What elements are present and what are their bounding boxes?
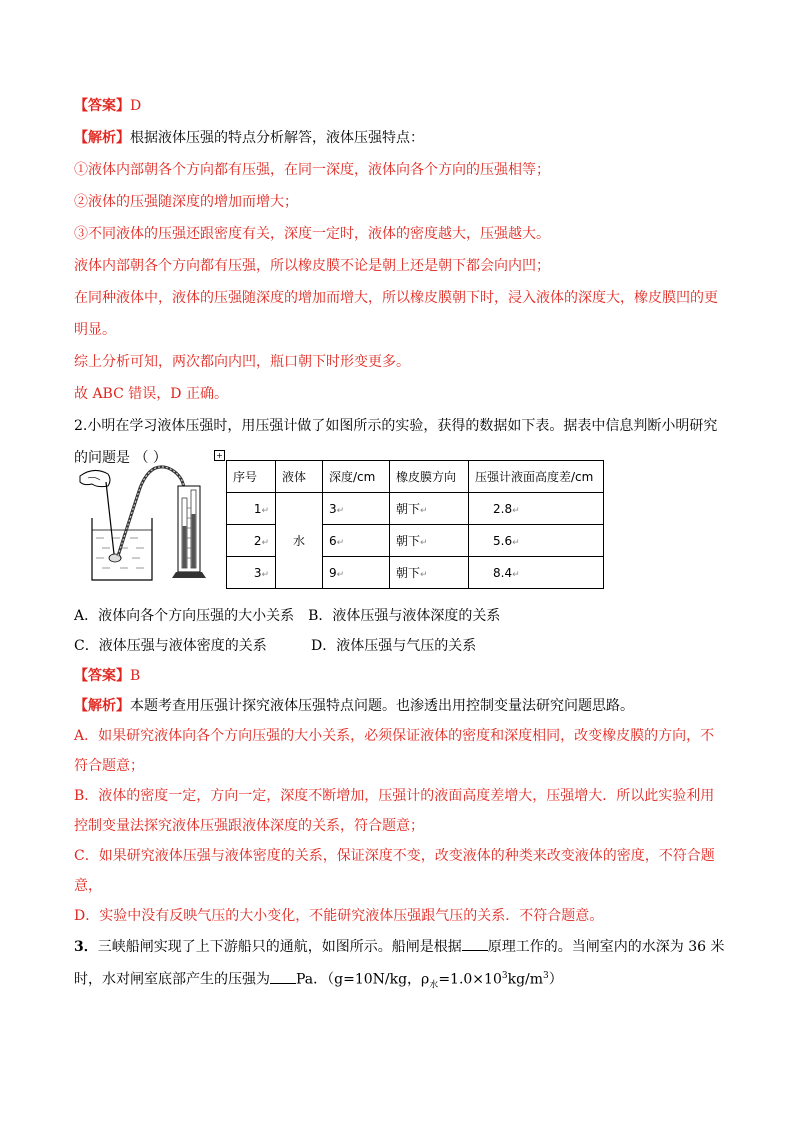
cell-no: 2↵ bbox=[227, 525, 276, 557]
q1-summary: 综上分析可知，两次都向内凹，瓶口朝下时形变更多。 bbox=[74, 354, 410, 370]
q3-stem-b4: kg/m bbox=[507, 971, 544, 988]
cell-depth: 6↵ bbox=[323, 525, 390, 557]
q3-stem-a bbox=[74, 936, 724, 957]
header-no: 序号 bbox=[227, 461, 276, 493]
q2-expl-c1: C．如果研究液体压强与液体密度的关系，保证深度不变，改变液体的种类来改变液体的密度，不符合题 bbox=[74, 848, 715, 864]
cell-no: 3↵ bbox=[227, 557, 276, 589]
analysis-intro-text: 本题考查用压强计探究液体压强特点问题。也渗透出用控制变量法研究问题思路。 bbox=[130, 698, 634, 714]
option-d: D．液体压强与气压的关系 bbox=[311, 638, 477, 654]
q3-stem-b1: 时，水对闸室底部产生的压强为 bbox=[74, 971, 270, 988]
table-row bbox=[227, 493, 604, 525]
q1-answer bbox=[74, 96, 141, 116]
q3-stem-b2: Pa．（g=10N/kg，ρ bbox=[296, 971, 430, 988]
q3-stem-b bbox=[74, 966, 563, 995]
answer-value: D bbox=[130, 98, 142, 114]
q1-point-1: ①液体内部朝各个方向都有压强，在同一深度，液体向各个方向的压强相等； bbox=[74, 162, 550, 178]
option-b: B．液体压强与液体深度的关系 bbox=[308, 608, 501, 624]
q3-number: 3． bbox=[74, 939, 98, 955]
q1-point-2: ②液体的压强随深度的增加而增大； bbox=[74, 194, 298, 210]
table-move-handle[interactable]: + bbox=[214, 450, 225, 461]
cell-direction: 朝下↵ bbox=[390, 557, 469, 589]
cell-no: 1↵ bbox=[227, 493, 276, 525]
q3-blank-1[interactable] bbox=[462, 936, 488, 951]
rho-subscript: 水 bbox=[429, 980, 439, 991]
cell-direction: 朝下↵ bbox=[390, 493, 469, 525]
answer-tag: 【答案】 bbox=[74, 98, 130, 114]
q1-explain-1: 液体内部朝各个方向都有压强，所以橡皮膜不论是朝上还是朝下都会向内凹； bbox=[74, 258, 550, 274]
q2-options-cd bbox=[74, 636, 476, 656]
cell-direction: 朝下↵ bbox=[390, 525, 469, 557]
header-direction: 橡皮膜方向 bbox=[390, 461, 469, 493]
q3-blank-2[interactable] bbox=[270, 969, 296, 984]
header-height-diff: 压强计液面高度差/cm bbox=[469, 461, 604, 493]
data-table bbox=[226, 460, 604, 589]
cell-depth: 9↵ bbox=[323, 557, 390, 589]
q3-stem-a1: 三峡船闸实现了上下游船只的通航，如图所示。船闸是根据 bbox=[97, 939, 462, 955]
header-depth: 深度/cm bbox=[323, 461, 390, 493]
q2-answer bbox=[74, 666, 140, 686]
q1-explain-2a: 在同种液体中，液体的压强随深度的增加而增大，所以橡皮膜朝下时，浸入液体的深度大，橡皮膜凹的更 bbox=[74, 290, 718, 306]
analysis-tag: 【解析】 bbox=[74, 698, 130, 714]
q2-options-ab bbox=[74, 606, 500, 626]
q2-stem-b: 的问题是 （ ） bbox=[74, 450, 167, 466]
cell-height-diff: 5.6↵ bbox=[469, 525, 604, 557]
analysis-tag: 【解析】 bbox=[74, 130, 130, 146]
q1-analysis-intro bbox=[74, 128, 424, 148]
q3-stem-b3: =1.0×10 bbox=[438, 971, 502, 988]
q2-analysis-intro bbox=[74, 696, 634, 716]
q2-expl-c2: 意， bbox=[74, 878, 102, 894]
cell-depth: 3↵ bbox=[323, 493, 390, 525]
header-liquid: 液体 bbox=[276, 461, 323, 493]
analysis-intro-text: 根据液体压强的特点分析解答，液体压强特点： bbox=[130, 130, 424, 146]
cell-height-diff: 8.4↵ bbox=[469, 557, 604, 589]
q3-stem-b5: ） bbox=[548, 971, 563, 988]
table-header-row bbox=[227, 461, 604, 493]
q1-point-3: ③不同液体的压强还跟密度有关，深度一定时，液体的密度越大，压强越大。 bbox=[74, 226, 550, 242]
pressure-gauge-figure bbox=[74, 458, 224, 586]
q1-explain-2b: 明显。 bbox=[74, 322, 116, 338]
answer-value: B bbox=[130, 668, 141, 684]
q2-expl-b2: 控制变量法探究液体压强跟液体深度的关系，符合题意； bbox=[74, 818, 424, 834]
cell-liquid: 水 bbox=[276, 493, 323, 589]
q2-expl-a2: 符合题意； bbox=[74, 758, 144, 774]
q1-conclusion: 故 ABC 错误，D 正确。 bbox=[74, 386, 228, 402]
q2-expl-b1: B．液体的密度一定，方向一定，深度不断增加，压强计的液面高度差增大，压强增大．所以此实验利用 bbox=[74, 788, 715, 804]
answer-tag: 【答案】 bbox=[74, 668, 130, 684]
exponent-2: 3 bbox=[543, 971, 549, 981]
q2-expl-a1: A．如果研究液体向各个方向压强的大小关系，必须保证液体的密度和深度相同，改变橡皮膜的方向，不 bbox=[74, 728, 715, 744]
q2-stem-a: 2.小明在学习液体压强时，用压强计做了如图所示的实验，获得的数据如下表。据表中信息判断小明研究 bbox=[74, 418, 718, 434]
q2-expl-d: D．实验中没有反映气压的大小变化，不能研究液体压强跟气压的关系．不符合题意。 bbox=[74, 908, 604, 924]
q3-stem-a2: 原理工作的。当闸室内的水深为 36 米 bbox=[487, 939, 725, 955]
option-c: C．液体压强与液体密度的关系 bbox=[74, 638, 267, 654]
option-a: A．液体向各个方向压强的大小关系 bbox=[74, 608, 295, 624]
exponent: 3 bbox=[501, 971, 508, 981]
cell-height-diff: 2.8↵ bbox=[469, 493, 604, 525]
